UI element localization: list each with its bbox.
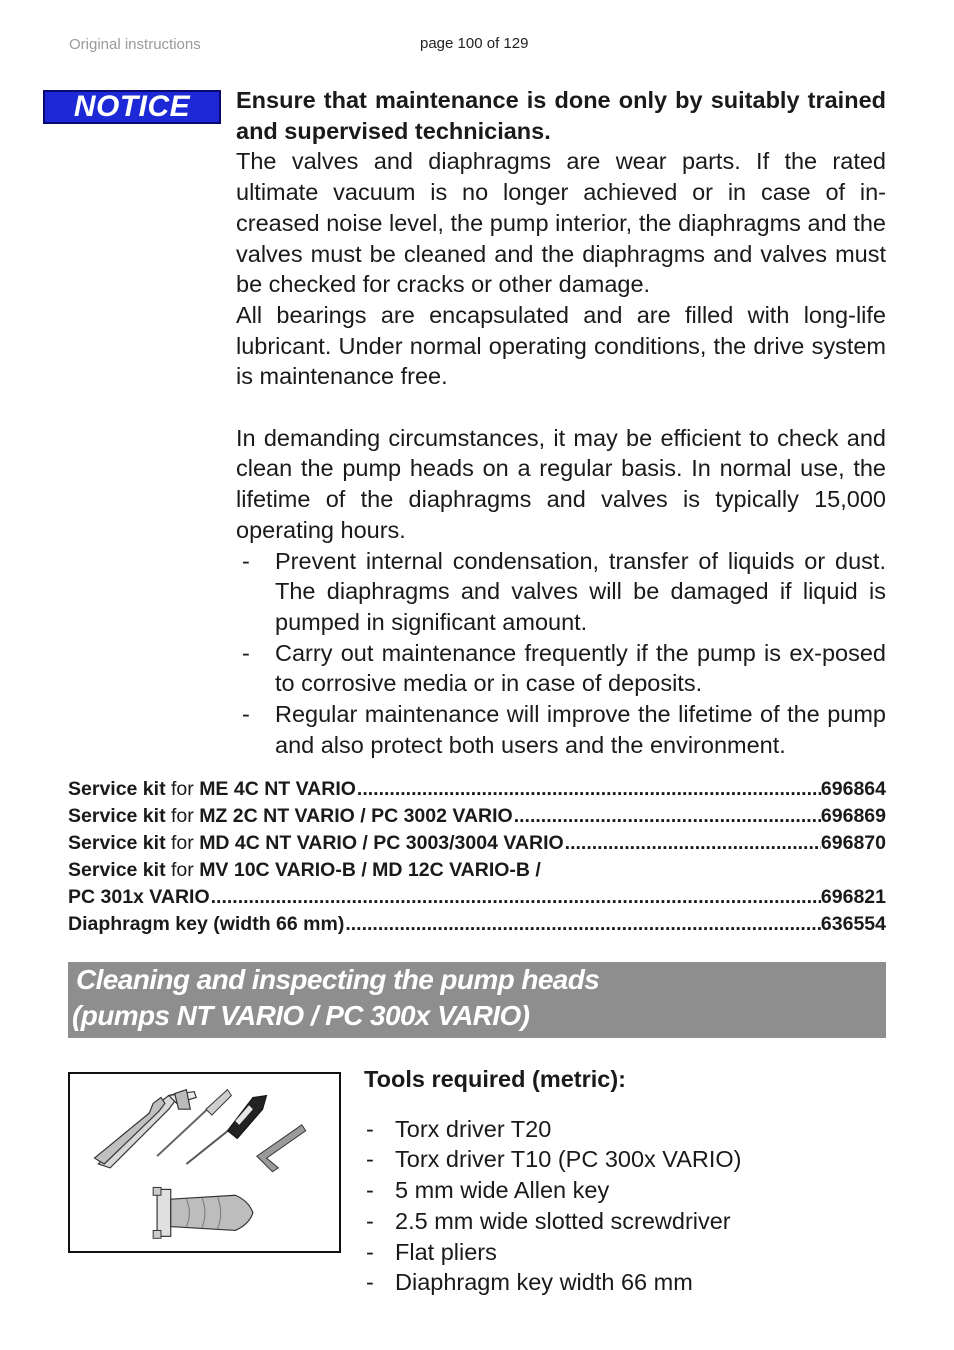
notice-paragraph-2: All bearings are encapsulated and are filled with long-life lubricant. Under normal operating conditions, the drive system is maintenance free. — [236, 301, 886, 390]
service-kit-row-multiline: Service kit for MV 10C VARIO-B / MD 12C VARIO-B / — [68, 859, 541, 881]
tools-photo — [68, 1072, 341, 1253]
page-header-left: Original instructions — [69, 36, 201, 53]
service-kit-row-continued: PC 301x VARIO ..... 696821 — [68, 884, 886, 911]
allen-key-icon — [257, 1125, 306, 1172]
list-item: - Carry out maintenance frequently if the pump is ex-posed to corrosive media or in case of deposits. — [242, 639, 886, 697]
section-heading-line-1: Cleaning and inspecting the pump heads — [76, 964, 600, 995]
list-item: - Diaphragm key width 66 mm — [366, 1269, 693, 1296]
service-kit-row: Service kit for MZ 2C NT VARIO / PC 3002 VARIO ..... 696869 — [68, 803, 886, 830]
diaphragm-key-icon — [153, 1187, 253, 1238]
service-kit-list — [68, 776, 886, 938]
list-item: - Torx driver T20 — [366, 1115, 552, 1142]
notice-heading: Ensure that maintenance is done only by suitably trained and supervised technicians. — [236, 87, 886, 144]
tools-title: Tools required (metric): — [364, 1066, 627, 1092]
torx-driver-icon — [186, 1096, 266, 1164]
list-item: - Prevent internal condensation, transfer of liquids or dust. The diaphragms and valves will be damaged if liquid is pumped in significant amount. — [242, 547, 886, 635]
service-kit-row: Service kit for ME 4C NT VARIO ..... 696864 — [68, 776, 886, 803]
notice-body — [236, 85, 886, 760]
page-number: page 100 of 129 — [420, 35, 529, 52]
section-heading-line-2: (pumps NT VARIO / PC 300x VARIO) — [72, 1000, 530, 1031]
notice-badge: NOTICE — [43, 90, 221, 124]
list-item: - 2.5 mm wide slotted screwdriver — [366, 1207, 731, 1234]
list-item: - Regular maintenance will improve the lifetime of the pump and also protect both users and the environment. — [242, 701, 886, 758]
list-item: - 5 mm wide Allen key — [366, 1177, 610, 1204]
tools-illustration — [70, 1074, 339, 1251]
service-kit-row: Service kit for MD 4C NT VARIO / PC 3003/3004 VARIO ..... 696870 — [68, 830, 886, 857]
notice-paragraph-1: The valves and diaphragms are wear parts. If the rated ultimate vacuum is no longer achieved or in case of in-creased noise level, the pump interior, the diaphragms and the valves must be cleaned and the diaphragms and valves must be checked for cracks or other damage. — [236, 148, 886, 298]
tools-list — [364, 1064, 884, 1298]
list-item: - Flat pliers — [366, 1238, 497, 1265]
diaphragm-key-row: Diaphragm key (width 66 mm) ..... 636554 — [68, 911, 886, 938]
section-heading — [68, 962, 886, 1038]
list-item: - Torx driver T10 (PC 300x VARIO) — [366, 1146, 742, 1173]
notice-paragraph-3: In demanding circumstances, it may be efficient to check and clean the pump heads on a regular basis. In normal use, the lifetime of the diaphragms and valves is typically 15,000 operating hours. — [236, 424, 886, 543]
pliers-icon — [94, 1090, 196, 1168]
